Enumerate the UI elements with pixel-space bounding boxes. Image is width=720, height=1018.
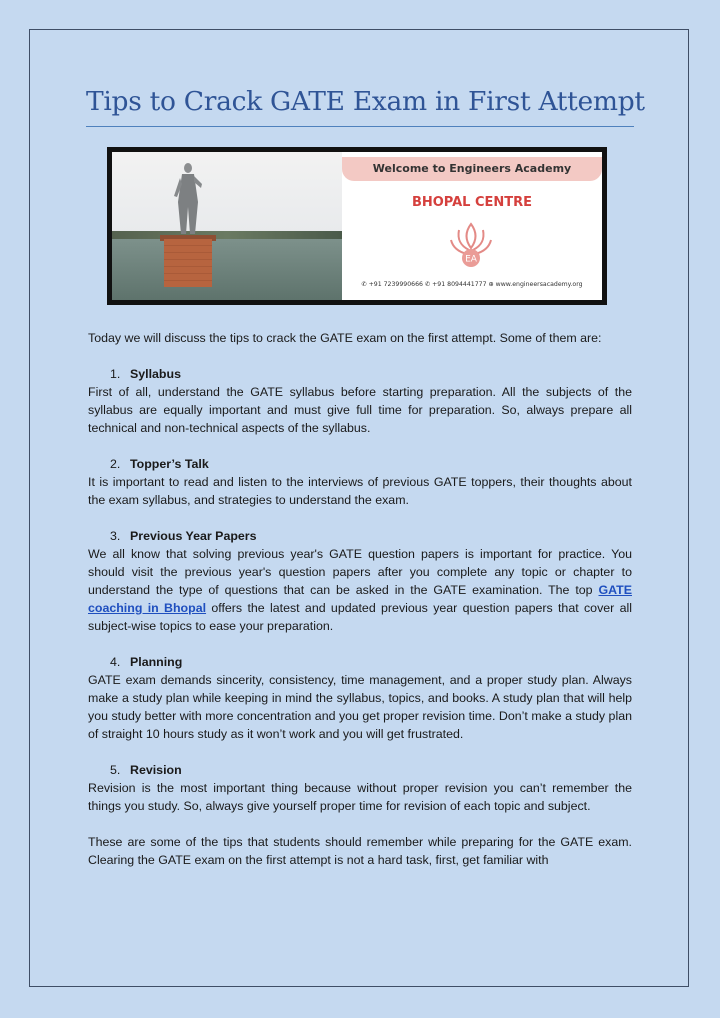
section-heading: 1. Syllabus: [110, 367, 181, 381]
section-syllabus: [88, 365, 632, 437]
banner-welcome: Welcome to Engineers Academy: [342, 157, 602, 181]
statue-pedestal: [164, 239, 212, 287]
closing-section: [88, 833, 632, 869]
section-toppers-talk: [88, 455, 632, 509]
closing-paragraph: These are some of the tips that students should remember while preparing for the GATE exam. Clearing the GATE exam on the first attempt is not a hard task, first, get familiar with: [88, 835, 632, 867]
section-previous-year-papers: [88, 527, 632, 635]
promo-panel: [342, 152, 602, 300]
section-heading: 5. Revision: [110, 763, 182, 777]
banner-website: www.engineersacademy.org: [495, 281, 583, 288]
banner-image: [107, 147, 607, 305]
section-body: We all know that solving previous year's GATE question papers is important for practice. You should visit the previous year's question papers after you complete any topic or chapter to understand the type of questions that can be asked in the GATE examination. The top GATE coaching in Bhopal offers the latest and updated previous year question papers that cover all subject-wise topics to ease your preparation.: [88, 547, 632, 633]
statue-figure: [168, 162, 208, 236]
whatsapp-icon: ✆: [424, 281, 431, 288]
section-heading: 2. Topper’s Talk: [110, 457, 209, 471]
banner-city: BHOPAL CENTRE: [411, 195, 533, 210]
title-underline: [86, 126, 634, 127]
section-body: GATE exam demands sincerity, consistency, time management, and a proper study plan. Always make a study plan while keeping in mind the syllabus, topics, and books. A study plan that will help you study better with more concentration and you get proper revision time. Don’t make a study plan of straight 10 hours study as it won’t work and you will get frustrated.: [88, 673, 632, 741]
section-heading: 4. Planning: [110, 655, 183, 669]
academy-logo-icon: [445, 218, 497, 272]
banner-phone-2: +91 8094441777: [432, 281, 487, 288]
page-title: Tips to Crack GATE Exam in First Attempt: [86, 86, 645, 117]
section-planning: [88, 653, 632, 743]
section-revision: [88, 761, 632, 815]
article-body: [88, 329, 632, 869]
section-body: First of all, understand the GATE syllabus before starting preparation. All the subjects of the syllabus are equally important and must give full time for preparation. So, always prepare all technical and non-technical aspects of the syllabus.: [88, 385, 632, 435]
globe-icon: ⊕: [488, 281, 494, 288]
intro-paragraph: Today we will discuss the tips to crack the GATE exam on the first attempt. Some of them are:: [88, 331, 602, 345]
gate-coaching-link[interactable]: GATE coaching in Bhopal: [88, 583, 632, 615]
section-body: Revision is the most important thing because without proper revision you can’t remember the things you study. So, always give yourself proper time for revision of each topic and subject.: [88, 781, 632, 813]
phone-icon: ✆: [361, 281, 367, 288]
section-heading: 3. Previous Year Papers: [110, 529, 257, 543]
section-body: It is important to read and listen to the interviews of previous GATE toppers, their thoughts about the exam syllabus, and strategies to understand the exam.: [88, 475, 632, 507]
banner-contact: [342, 281, 602, 288]
banner-phone-1: +91 7239990666: [368, 281, 423, 288]
statue-lake-photo: [112, 152, 342, 300]
logo-lettering: EA: [465, 254, 477, 265]
